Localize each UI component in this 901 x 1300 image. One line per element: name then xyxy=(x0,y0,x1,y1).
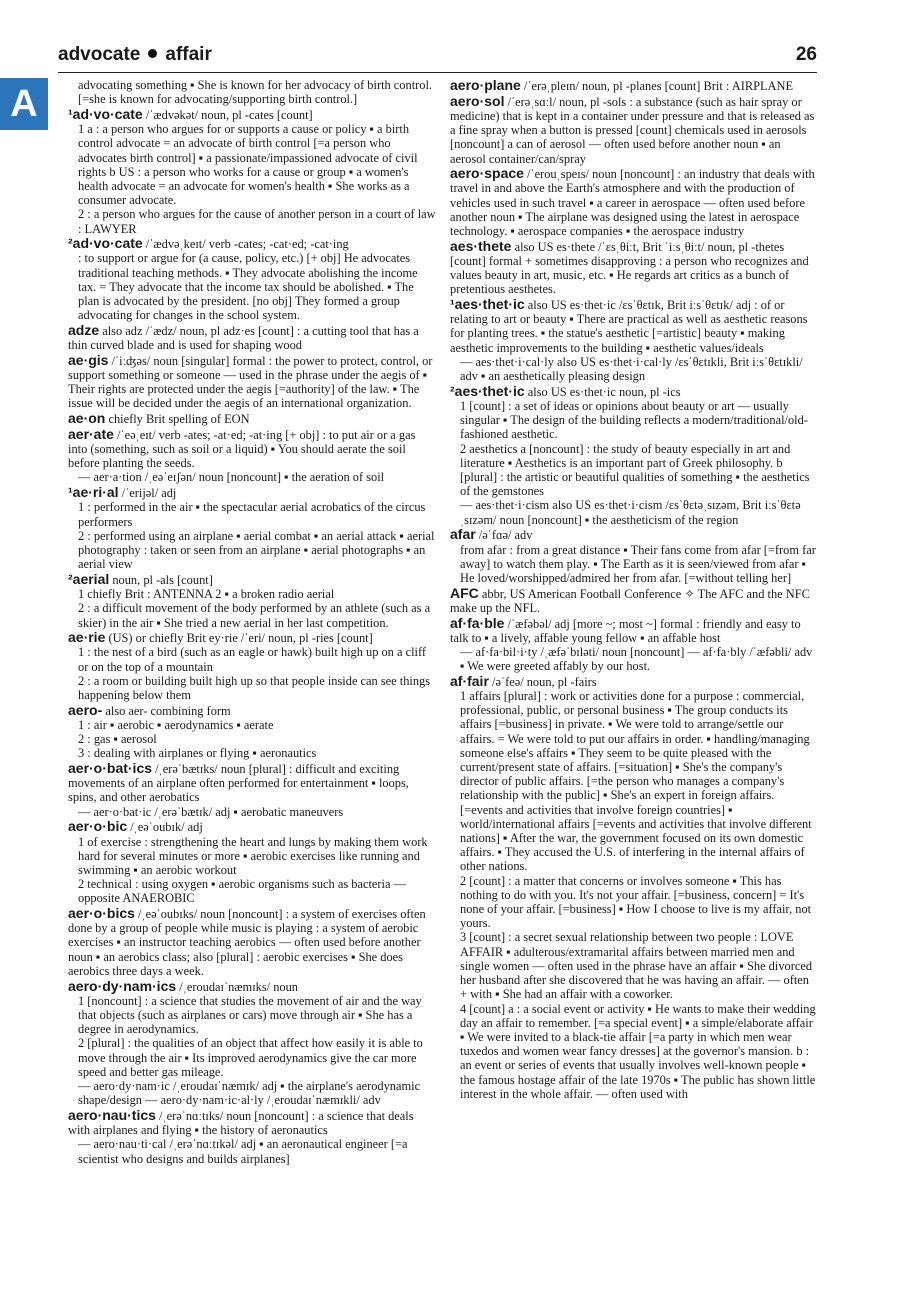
entry-headline xyxy=(450,586,818,615)
headword: ²aes·thet·ic xyxy=(450,382,525,399)
dictionary-entry xyxy=(68,485,436,571)
headword: ¹aes·thet·ic xyxy=(450,296,525,313)
sense-line: 1 chiefly Brit : ANTENNA 2 ▪ a broken radio aerial xyxy=(78,587,335,602)
entry-headline xyxy=(450,674,818,689)
dictionary-entry xyxy=(68,572,436,630)
entry-definition: also US es·thet·ic noun, pl -ics xyxy=(524,384,681,399)
sense-line: 2 [count] : a matter that concerns or involves someone ▪ This has nothing to do with you. It's not your affair. [=business, concern] = It's none of your affair. [=business] ▪ How I choose to live is my affair, not yours. xyxy=(460,873,812,931)
dictionary-entry xyxy=(68,353,436,411)
entry-headline xyxy=(68,107,436,122)
entry-headline xyxy=(68,761,436,805)
dictionary-entry xyxy=(450,586,818,615)
sense-line: 3 [count] : a secret sexual relationship between two people : LOVE AFFAIR ▪ adulterous/extramarital affairs between married men and single women — often used in the phrase have an affair ▪ She divorced her husband after she discovered that he was having an affair. — often + with ▪ She had an affair with a coworker. xyxy=(460,930,813,1002)
entry-headline xyxy=(68,979,436,994)
dictionary-entry xyxy=(450,384,818,527)
entry-headline xyxy=(450,527,818,542)
entry-definition: /əˈfeə/ noun, pl -fairs xyxy=(488,674,597,689)
entry-headline xyxy=(450,384,818,399)
dictionary-entry xyxy=(68,1108,436,1166)
entry-definition: /ˈerouˌspeɪs/ noun [noncount] : an industry that deals with travel in and above the Earth's atmosphere and with the production of vehicles used in such travel ▪ a career in aerospace — often used before another noun ▪ The airplane was designed using the latest in aerospace technology. ▪ aerospace companies ▪ the aerospace industry xyxy=(450,167,815,239)
dictionary-entry xyxy=(450,674,818,1101)
sense-line: 2 : a difficult movement of the body performed by an athlete (such as a skier) in the air ▪ She tried a new aerial in her last competition. xyxy=(78,601,431,630)
sense-line: from afar : from a great distance ▪ Their fans come from afar [=from far away] to watch them play. ▪ The Earth as it is seen/viewed from afar ▪ He loved/worshipped/admired her from afar. [=without telling her] xyxy=(460,542,816,585)
entry-headline xyxy=(450,297,818,355)
sense-line: 2 aesthetics a [noncount] : the study of beauty especially in art and literature ▪ Aesthetics is an important part of Greek philosophy. b [plural] : the artistic or beautiful qualities of something ▪ the aesthetics of the gemstones xyxy=(460,441,810,499)
headword: adze xyxy=(68,321,100,338)
entry-headline xyxy=(450,166,818,238)
headword: ae·rie xyxy=(68,629,106,646)
sense-line: 1 a : a person who argues for or supports a cause or policy ▪ a birth control advocate = an advocate of birth control [=a person who advocates birth control] ▪ a passionate/impassioned advocate of civil rights b US : a person who works for a cause or group ▪ a women's health advocate = an advocate for women's health ▪ She works as a consumer advocate. xyxy=(78,122,418,208)
dictionary-entry xyxy=(68,107,436,236)
entry-definition: /əˈfɑə/ adv xyxy=(475,528,533,543)
entry-definition: /ˌerəˈnɑːtɪks/ noun [noncount] : a science that deals with airplanes and flying ▪ the history of aeronautics xyxy=(68,1108,414,1138)
headword: af·fa·ble xyxy=(450,614,505,631)
sense-line: 2 : a person who argues for the cause of another person in a court of law : LAWYER xyxy=(78,207,436,236)
entry-definition: also adz /ˈædz/ noun, pl adz·es [count] : a cutting tool that has a thin curved blade and is used for shaping wood xyxy=(68,323,419,353)
sense-line: — aer·a·tion /ˌeəˈeɪʃən/ noun [noncount] ▪ the aeration of soil xyxy=(78,470,385,485)
headword: AFC xyxy=(450,584,479,601)
entry-definition: /ˈædvəˌkeɪt/ verb -cates; -cat·ed; -cat·ing xyxy=(142,237,349,252)
entry-headline xyxy=(68,906,436,978)
dictionary-entry xyxy=(450,297,818,383)
headword: afar xyxy=(450,526,476,543)
right-column xyxy=(450,78,818,1268)
dictionary-entry xyxy=(450,78,818,93)
entry-definition: /ˌeəˈoubɪks/ noun [noncount] : a system of exercises often done by a group of people while music is playing : a system of aerobic exercises ▪ an instructor teaching aerobics — often used before another noun ▪ an aerobics class; also [plural] : aerobic exercises ▪ She does aerobics three days a week. xyxy=(68,907,426,978)
headword: aer·ate xyxy=(68,425,114,442)
sense-line: 1 of exercise : strengthening the heart and lungs by making them work hard for several minutes or more ▪ aerobic exercises like running and swimming ▪ an aerobic workout xyxy=(78,834,428,877)
entry-headline xyxy=(68,703,436,718)
entry-headline xyxy=(450,78,818,93)
entry-definition: abbr, US American Football Conference ✧ The AFC and the NFC make up the NFL. xyxy=(450,586,810,615)
headword: aero·nau·tics xyxy=(68,1106,156,1123)
sense-line: 1 : performed in the air ▪ the spectacular aerial acrobatics of the circus performers xyxy=(78,500,426,529)
entry-definition: /ˈerəˌsɑːl/ noun, pl -sols : a substance (such as hair spray or medicine) that is kept in a container under pressure and that is released as a fine spray when a button is pressed [count] chemicals used in aerosols [noncount] a can of aerosol — often used before another noun ▪ an aerosol container/can/spray xyxy=(450,94,815,166)
dictionary-entry xyxy=(68,761,436,819)
entry-definition: (US) or chiefly Brit ey·rie /ˈeri/ noun, pl -ries [count] xyxy=(105,631,373,646)
headword: af·fair xyxy=(450,672,489,689)
sense-line: 2 [plural] : the qualities of an object that affect how easily it is able to move through the air ▪ Its improved aerodynamics give the car more speed and better gas mileage. xyxy=(78,1036,423,1079)
dictionary-entry xyxy=(68,979,436,1108)
headword: aero·space xyxy=(450,165,524,182)
entry-headline xyxy=(68,630,436,645)
left-column xyxy=(68,78,436,1268)
dictionary-entry xyxy=(68,906,436,978)
sense-line: 2 : a room or building built high up so that people inside can see things happening below them xyxy=(78,673,431,703)
sense-line: 4 [count] a : a social event or activity ▪ He wants to make their wedding day an affair to remember. [=a special event] ▪ a simple/elaborate affair ▪ We were invited to a black-tie affair [=a party in which men wear tuxedos and women wear fancy dresses] at the governor's mansion. b : an event or series of events that usually involves well-known people ▪ the famous hostage affair of the late 1970s ▪ The public has shown little interest in the whole affair. — often used with xyxy=(460,1001,816,1101)
letter-thumb-tab[interactable]: A xyxy=(0,78,48,130)
sense-line: — aero·nau·ti·cal /ˌerəˈnɑːtɪkəl/ adj ▪ an aeronautical engineer [=a scientist who designs and builds airplanes] xyxy=(78,1137,408,1166)
headword: aes·thete xyxy=(450,237,512,254)
dictionary-entry xyxy=(68,236,436,322)
entry-headline xyxy=(68,485,436,500)
entry-headline xyxy=(68,1108,436,1137)
entry-headline xyxy=(450,616,818,645)
dictionary-entry xyxy=(450,94,818,166)
dictionary-entry xyxy=(68,819,436,905)
headword: aero·plane xyxy=(450,78,521,93)
dictionary-entry xyxy=(68,630,436,702)
page-number: 26 xyxy=(795,44,817,65)
headword: aer·o·bat·ics xyxy=(68,760,153,777)
sense-line: — aes·thet·i·cal·ly also US es·thet·i·cal·ly /ɛsˈθɛtɪkli, Brit iːsˈθɛtɪkli/ adv ▪ an aesthetically pleasing design xyxy=(460,354,803,384)
sense-line: — af·fa·bil·i·ty /ˌæfəˈbɪləti/ noun [noncount] — af·fa·bly /ˈæfəbli/ adv ▪ We were greeted affably by our host. xyxy=(460,644,813,674)
entry-definition: /ˈerəˌpleɪn/ noun, pl -planes [count] Brit : AIRPLANE xyxy=(520,79,794,93)
bullet-separator-icon xyxy=(148,49,157,58)
headword: aero·sol xyxy=(450,92,505,109)
entry-definition: also aer- combining form xyxy=(102,703,231,718)
headword: ae·on xyxy=(68,410,106,427)
guide-word-right: affair xyxy=(165,44,212,65)
guide-words xyxy=(58,44,212,66)
entry-definition: chiefly Brit spelling of EON xyxy=(105,412,250,427)
sense-line: advocating something ▪ She is known for her advocacy of birth control. [=she is known for advocating/supporting birth control.] xyxy=(78,78,432,107)
entry-definition: /ˈiːʤəs/ noun [singular] formal : the power to protect, control, or support something or someone — used in the phrase under the aegis of ▪ Their rights are protected under the aegis [=authority] of the law. ▪ The issue will be decided under the aegis of an international organization. xyxy=(68,353,433,411)
headword: ²aerial xyxy=(68,570,110,587)
headword: ¹ad·vo·cate xyxy=(68,105,143,122)
entry-headline xyxy=(68,411,436,426)
dictionary-entry xyxy=(450,239,818,297)
sense-line: : to support or argue for (a cause, policy, etc.) [+ obj] He advocates traditional teaching methods. ▪ They advocate abolishing the income tax. = They advocate that the income tax should be abolished. ▪ The plan is advocated by the president. [no obj] They formed a group advocating for changes in the school system. xyxy=(78,251,418,323)
dictionary-entry xyxy=(450,527,818,585)
headword: ae·gis xyxy=(68,351,109,368)
sense-line: 1 : air ▪ aerobic ▪ aerodynamics ▪ aerate xyxy=(78,717,274,732)
entry-definition: /ˈerijəl/ adj xyxy=(118,486,177,501)
running-header xyxy=(58,38,817,73)
entry-definition: /ˈædvəkət/ noun, pl -cates [count] xyxy=(142,107,313,122)
entry-definition: /ˌeəˈoubɪk/ adj xyxy=(127,820,203,835)
entry-definition: /ˌerəˈbætɪks/ noun [plural] : difficult and exciting movements of an airplane often performed for entertainment ▪ loops, spins, and other aerobatics xyxy=(68,762,409,805)
headword: aer·o·bics xyxy=(68,905,135,922)
dictionary-entry xyxy=(68,427,436,485)
sense-line: 2 technical : using oxygen ▪ aerobic organisms such as bacteria — opposite ANAEROBIC xyxy=(78,877,406,906)
entry-definition: noun, pl -als [count] xyxy=(109,572,213,587)
headword: ²ad·vo·cate xyxy=(68,235,143,252)
entry-headline xyxy=(68,236,436,251)
entry-definition: also US es·thet·ic /ɛsˈθɛtɪk, Brit iːsˈθɛtɪk/ adj : of or relating to art or beauty ▪ There are practical as well as aesthetic reasons for planting trees. ▪ the statue's aesthetic [=artistic] beauty ▪ making aesthetic improvements to the building ▪ aesthetic values/ideals xyxy=(450,298,808,355)
entry-headline xyxy=(68,819,436,834)
entry-definition: /ˈeəˌeɪt/ verb -ates; -at·ed; -at·ing [+ obj] : to put air or a gas into (something, such as soil or a liquid) ▪ You should aerate the soil before planting the seeds. xyxy=(68,427,416,471)
sense-line: 2 : gas ▪ aerosol xyxy=(78,732,157,747)
sense-line: 3 : dealing with airplanes or flying ▪ aeronautics xyxy=(78,746,317,761)
entry-headline xyxy=(68,572,436,587)
entry-headline xyxy=(68,427,436,471)
dictionary-entry xyxy=(450,616,818,674)
dictionary-entry xyxy=(68,703,436,761)
sense-line: 1 : the nest of a bird (such as an eagle or hawk) built high up on a cliff or on the top of a mountain xyxy=(78,645,426,674)
sense-line: 1 [noncount] : a science that studies the movement of air and the way that objects (such as airplanes or cars) move through air ▪ She has a degree in aerodynamics. xyxy=(78,993,422,1037)
dictionary-entry xyxy=(68,78,436,106)
headword: ¹ae·ri·al xyxy=(68,484,119,501)
headword: aero·dy·nam·ics xyxy=(68,977,177,994)
sense-line: 2 : performed using an airplane ▪ aerial combat ▪ an aerial attack ▪ aerial photography : taken or seen from an airplane ▪ aerial photographs ▪ an aerial view xyxy=(78,528,435,572)
entry-definition: /ˈæfəbəl/ adj [more ~; most ~] formal : friendly and easy to talk to ▪ a lively, affable young fellow ▪ an affable host xyxy=(450,616,801,645)
dictionary-entry xyxy=(68,323,436,352)
entry-headline xyxy=(450,94,818,166)
sense-line: 1 affairs [plural] : work or activities done for a purpose : commercial, professional, public, or personal business ▪ The group conducts its affairs [=business] in private. ▪ We were told to arrange/settle our affairs. = We were told to put our affairs in order. ▪ handling/managing someone else's affairs ▪ They seem to be quite pleased with the current/present state of affairs. [=situation] ▪ She's the company's director of public affairs. [=the person who manages a company's relationship with the public] ▪ She's an expert in foreign affairs. [=events and activities that involve foreign countries] ▪ world/international affairs [=events and activities that involve different nations] ▪ After the war, the government focused on its own domestic affairs. ▪ They accused the U.S. of interfering in the internal affairs of other nations. xyxy=(460,689,812,874)
dictionary-entry xyxy=(450,166,818,238)
headword: aero- xyxy=(68,701,103,718)
sense-line: — aes·thet·i·cism also US es·thet·i·cism /ɛsˈθɛtəˌsɪzəm, Brit iːsˈθɛtəˌsɪzəm/ noun [noncount] ▪ the aestheticism of the region xyxy=(460,498,801,527)
sense-line: — aero·dy·nam·ic /ˌeroudaɪˈnæmɪk/ adj ▪ the airplane's aerodynamic shape/design — aero·dy·nam·ic·al·ly /ˌeroudaɪˈnæmɪkli/ adv xyxy=(78,1079,421,1108)
entry-definition: /ˌeroudaɪˈnæmɪks/ noun xyxy=(176,979,298,994)
dictionary-entry xyxy=(68,411,436,426)
guide-word-left: advocate xyxy=(58,44,141,65)
headword: aer·o·bic xyxy=(68,818,128,835)
sense-line: — aer·o·bat·ic /ˌerəˈbætɪk/ adj ▪ aerobatic maneuvers xyxy=(78,804,344,819)
entry-definition: also US es·thete /ˈɛsˌθiːt, Brit ˈiːsˌθiːt/ noun, pl -thetes [count] formal + sometimes disapproving : a person who recognizes and values beauty in art, music, etc. ▪ He regards art critics as a bunch of pretentious aesthetes. xyxy=(450,239,809,297)
sense-line: 1 [count] : a set of ideas or opinions about beauty or art — usually singular ▪ The design of the building reflects a modern/traditional/old-fashioned aesthetic. xyxy=(460,398,808,442)
entry-headline xyxy=(68,323,436,352)
entry-headline xyxy=(68,353,436,411)
entry-headline xyxy=(450,239,818,297)
